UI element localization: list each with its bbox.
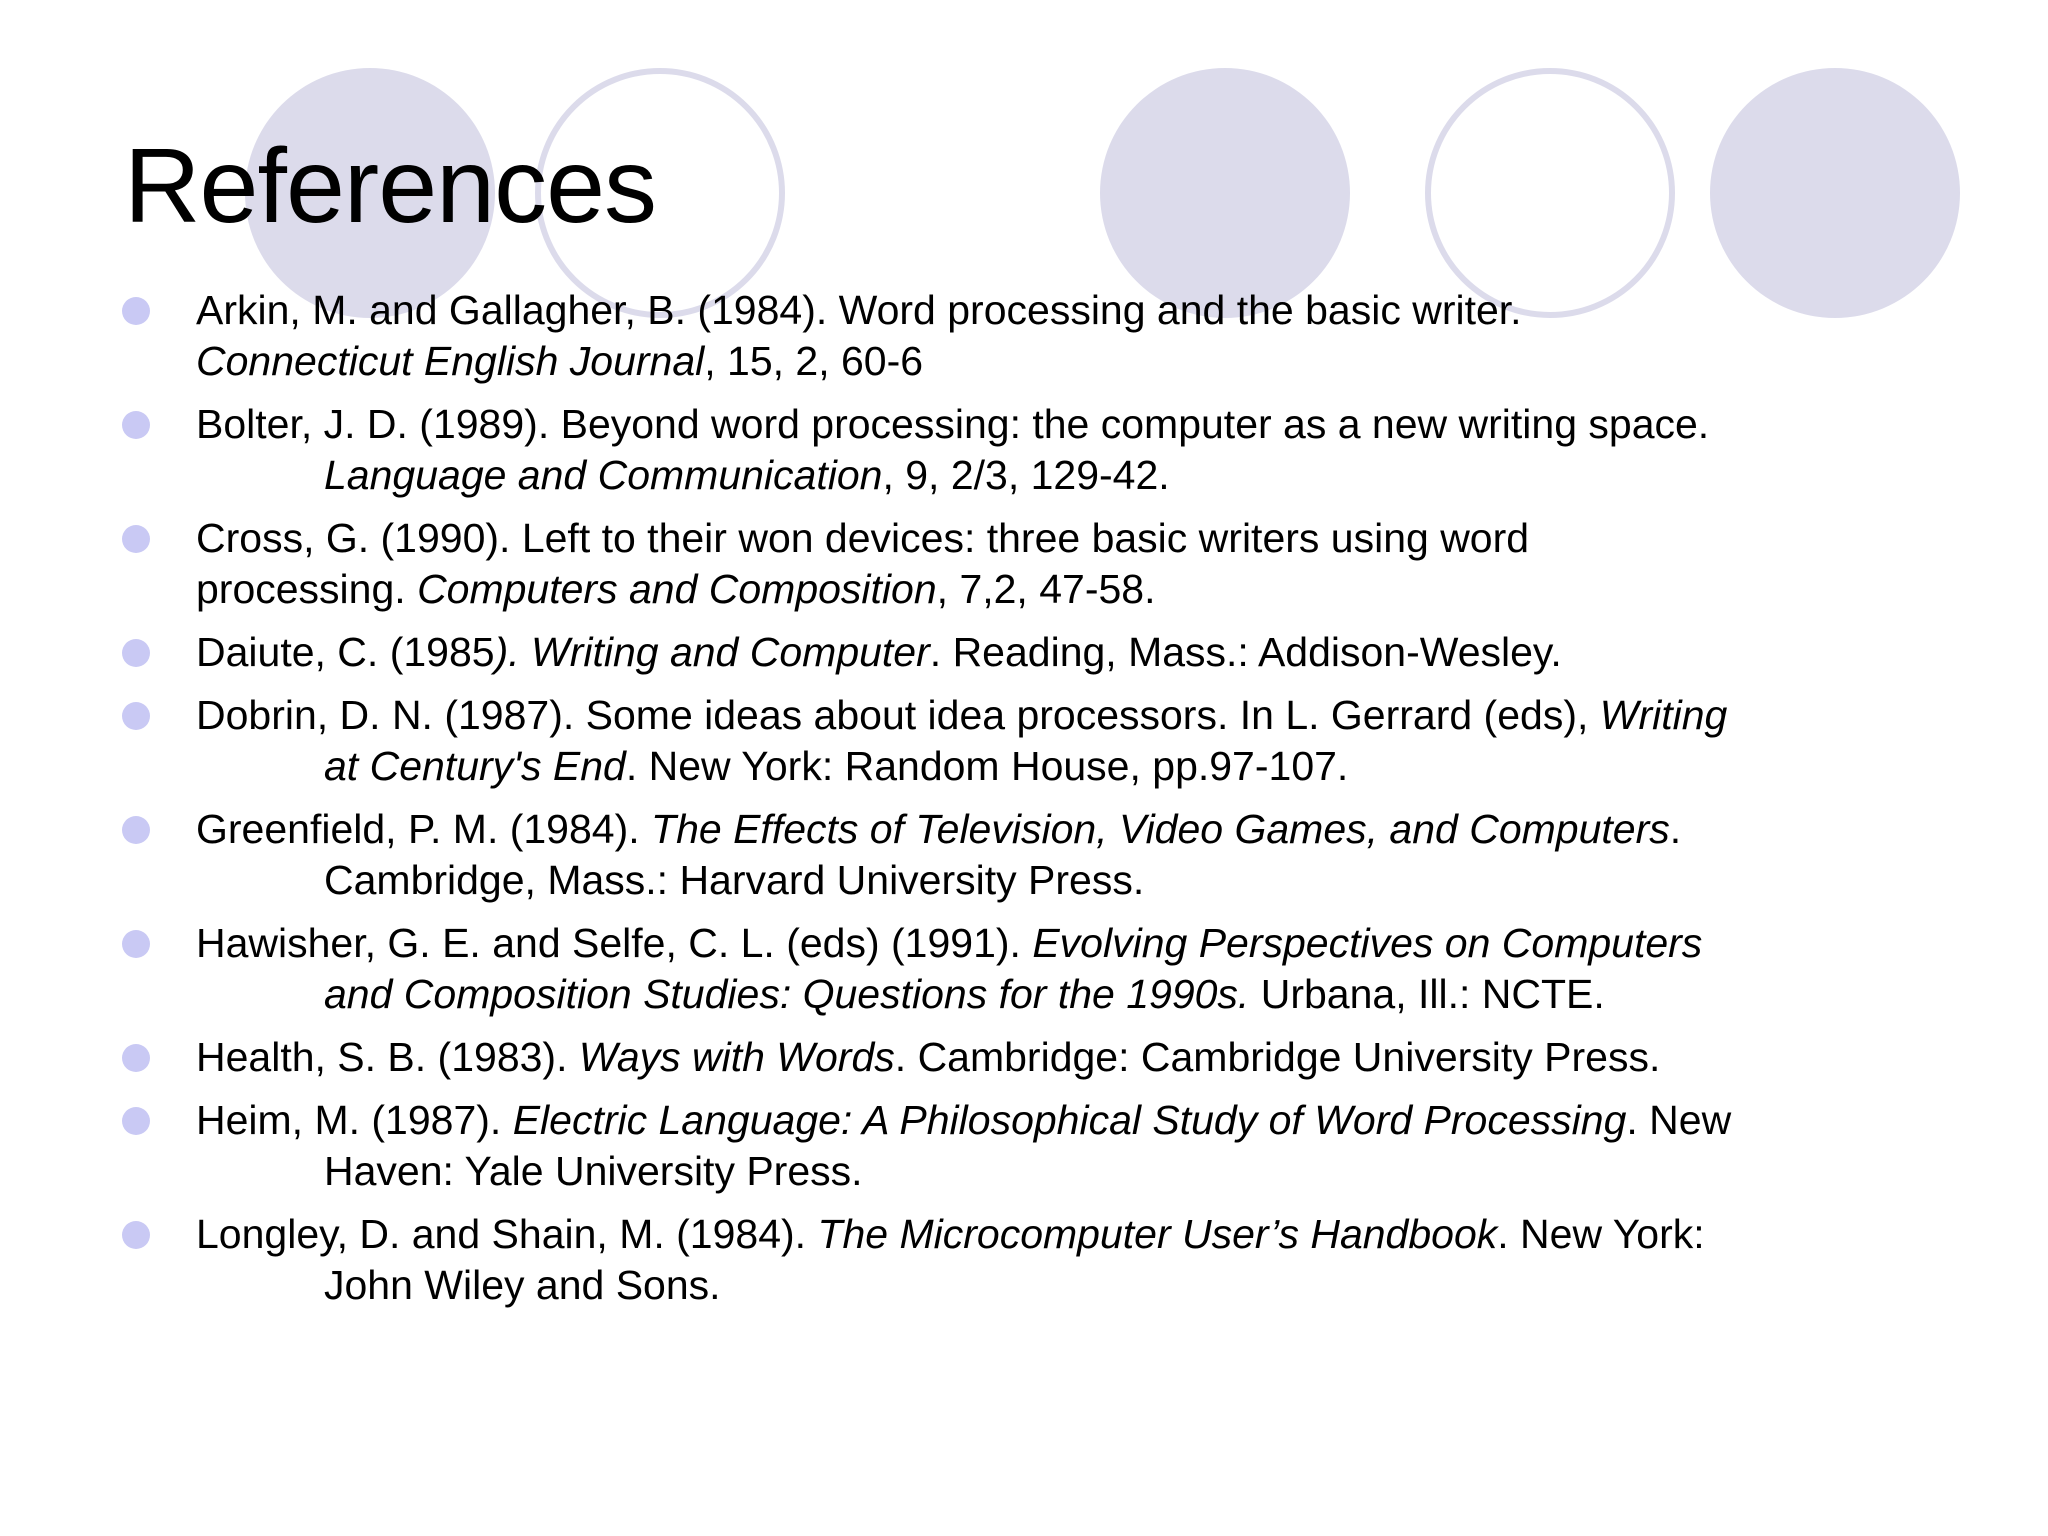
reference-text: Daiute, C. (1985 bbox=[196, 629, 495, 675]
reference-source-title: Writing bbox=[1599, 692, 1728, 738]
reference-line bbox=[196, 918, 2008, 969]
reference-text: Hawisher, G. E. and Selfe, C. L. (eds) (1991). bbox=[196, 920, 1033, 966]
reference-text: . bbox=[1669, 806, 1682, 852]
reference-text: . Reading, Mass.: Addison-Wesley. bbox=[929, 629, 1562, 675]
reference-line bbox=[196, 513, 2008, 564]
reference-source-title: Language and Communication bbox=[324, 452, 883, 498]
reference-line bbox=[196, 969, 2008, 1020]
reference-source-title: and Composition Studies: Questions for the 1990s. bbox=[324, 971, 1250, 1017]
reference-item bbox=[0, 804, 2048, 906]
reference-text: Arkin, M. and Gallagher, B. (1984). Word processing and the basic writer. bbox=[196, 287, 1522, 333]
reference-text: Health, S. B. (1983). bbox=[196, 1034, 579, 1080]
bullet-icon bbox=[122, 1107, 150, 1135]
reference-text: Dobrin, D. N. (1987). Some ideas about idea processors. In L. Gerrard (eds), bbox=[196, 692, 1600, 738]
reference-text: Urbana, Ill.: NCTE. bbox=[1249, 971, 1605, 1017]
reference-source-title: The Microcomputer User’s Handbook bbox=[817, 1211, 1498, 1257]
bullet-icon bbox=[122, 1221, 150, 1249]
decor-circle-ring bbox=[1425, 68, 1675, 318]
reference-source-title: Ways with Words bbox=[578, 1034, 895, 1080]
reference-source-title: The Effects of Television, Video Games, and Computers bbox=[651, 806, 1670, 852]
reference-text: Haven: Yale University Press. bbox=[324, 1148, 863, 1194]
bullet-icon bbox=[122, 816, 150, 844]
reference-item bbox=[0, 918, 2048, 1020]
reference-text: Bolter, J. D. (1989). Beyond word processing: the computer as a new writing space. bbox=[196, 401, 1710, 447]
decor-circle-filled bbox=[1100, 68, 1350, 318]
bullet-icon bbox=[122, 525, 150, 553]
reference-text: . Cambridge: Cambridge University Press. bbox=[894, 1034, 1661, 1080]
reference-text: processing. bbox=[196, 566, 418, 612]
reference-source-title: ). Writing and Computer bbox=[494, 629, 930, 675]
reference-line bbox=[196, 1032, 2008, 1083]
reference-line bbox=[196, 1260, 2008, 1311]
reference-item bbox=[0, 285, 2048, 387]
bullet-icon bbox=[122, 702, 150, 730]
reference-line bbox=[196, 741, 2008, 792]
reference-line bbox=[196, 804, 2008, 855]
reference-source-title: Computers and Composition bbox=[417, 566, 937, 612]
reference-text: Heim, M. (1987). bbox=[196, 1097, 513, 1143]
reference-source-title: at Century's End bbox=[324, 743, 626, 789]
bullet-icon bbox=[122, 297, 150, 325]
reference-text: . New bbox=[1626, 1097, 1732, 1143]
reference-text: Cambridge, Mass.: Harvard University Press. bbox=[324, 857, 1145, 903]
reference-item bbox=[0, 1032, 2048, 1083]
reference-line bbox=[196, 450, 2008, 501]
reference-text: , 15, 2, 60-6 bbox=[704, 338, 924, 384]
bullet-icon bbox=[122, 1044, 150, 1072]
reference-text: John Wiley and Sons. bbox=[324, 1262, 721, 1308]
reference-line bbox=[196, 285, 2008, 336]
reference-line bbox=[196, 855, 2008, 906]
reference-item bbox=[0, 1209, 2048, 1311]
reference-line bbox=[196, 399, 2008, 450]
reference-line bbox=[196, 564, 2008, 615]
reference-item bbox=[0, 627, 2048, 678]
decor-circle-filled bbox=[1710, 68, 1960, 318]
reference-text: Longley, D. and Shain, M. (1984). bbox=[196, 1211, 818, 1257]
reference-source-title: Electric Language: A Philosophical Study of Word Processing bbox=[512, 1097, 1627, 1143]
reference-source-title: Evolving Perspectives on Computers bbox=[1032, 920, 1703, 966]
reference-text: . New York: Random House, pp.97-107. bbox=[625, 743, 1349, 789]
reference-source-title: Connecticut English Journal bbox=[196, 338, 705, 384]
reference-item bbox=[0, 1095, 2048, 1197]
bullet-icon bbox=[122, 930, 150, 958]
bullet-icon bbox=[122, 411, 150, 439]
reference-line bbox=[196, 690, 2008, 741]
reference-text: Greenfield, P. M. (1984). bbox=[196, 806, 652, 852]
reference-line bbox=[196, 627, 2008, 678]
reference-text: . New York: bbox=[1497, 1211, 1705, 1257]
reference-text: Cross, G. (1990). Left to their won devices: three basic writers using word bbox=[196, 515, 1530, 561]
bullet-icon bbox=[122, 639, 150, 667]
reference-item bbox=[0, 513, 2048, 615]
slide-title: References bbox=[124, 127, 657, 245]
reference-item bbox=[0, 690, 2048, 792]
reference-line bbox=[196, 336, 2008, 387]
reference-text: , 7,2, 47-58. bbox=[936, 566, 1156, 612]
reference-item bbox=[0, 399, 2048, 501]
reference-line bbox=[196, 1095, 2008, 1146]
reference-list bbox=[0, 285, 2048, 1323]
reference-text: , 9, 2/3, 129-42. bbox=[882, 452, 1170, 498]
reference-line bbox=[196, 1146, 2008, 1197]
reference-line bbox=[196, 1209, 2008, 1260]
